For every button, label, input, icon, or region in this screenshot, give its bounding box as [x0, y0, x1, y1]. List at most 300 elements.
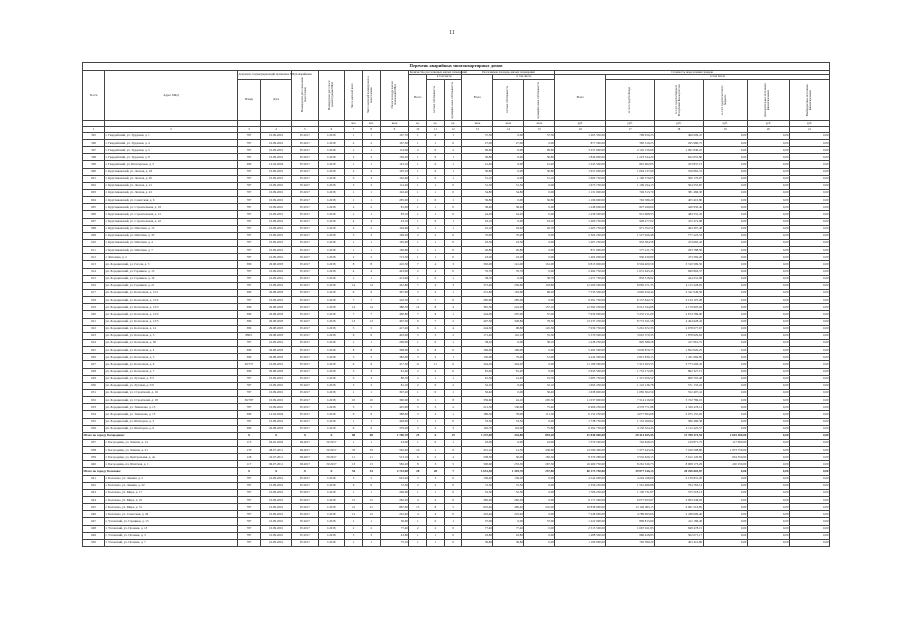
table-cell: IV.2017: [292, 132, 319, 139]
table-cell: IV.2017: [292, 389, 319, 396]
table-cell: X: [292, 432, 319, 439]
address-cell: рп. Бородинский, ул. Колхозная, д. 7: [105, 368, 238, 375]
table-row: [83, 239, 830, 246]
table-cell: 2: [427, 482, 445, 489]
table-cell: 1: [427, 397, 445, 404]
header-rooms-incl: в том числе: [427, 75, 462, 79]
table-cell: 575 518,13: [654, 489, 703, 496]
table-row: [83, 482, 830, 489]
table-cell: 390,90: [380, 397, 409, 404]
address-cell: г. Узловский, ул. Горняков, д. 13: [105, 518, 238, 525]
table-cell: 3: [409, 475, 427, 482]
table-cell: 2: [409, 225, 427, 232]
table-cell: 787: [237, 525, 260, 532]
table-cell: 407,30: [380, 318, 409, 325]
table-cell: 43,10: [380, 218, 409, 225]
table-cell: I.2018: [318, 311, 345, 318]
table-cell: IV.2017: [292, 147, 319, 154]
table-cell: 54: [362, 468, 380, 475]
table-cell: 630: [83, 382, 105, 389]
table-cell: 43,00: [462, 439, 493, 446]
table-cell: 0,00: [747, 268, 789, 275]
table-cell: 0: [444, 232, 462, 239]
table-cell: 0: [427, 275, 445, 282]
table-cell: 0: [444, 254, 462, 261]
table-cell: IV.2017: [292, 304, 319, 311]
subtotal-label: Итого по городу Болохово:: [83, 468, 238, 475]
table-cell: 627: [83, 361, 105, 368]
table-cell: 14,50: [493, 447, 524, 454]
table-cell: 713,50: [380, 254, 409, 261]
table-row: [83, 182, 830, 189]
table-cell: 68: [362, 432, 380, 439]
table-cell: 2: [362, 525, 380, 532]
table-row: [83, 354, 830, 361]
table-cell: 0,00: [789, 439, 829, 446]
table-cell: 194,60: [380, 225, 409, 232]
table-cell: 0,00: [703, 289, 747, 296]
table-cell: 99,60: [524, 147, 555, 154]
table-cell: 610: [83, 239, 105, 246]
unit-cell: руб.: [654, 120, 703, 126]
table-cell: 1: [362, 247, 380, 254]
table-cell: 10.09.2001: [261, 225, 292, 232]
table-cell: IV.2017: [292, 204, 319, 211]
table-cell: 0,00: [493, 132, 524, 139]
table-cell: 141,00: [493, 261, 524, 268]
table-cell: IV.2017: [292, 154, 319, 161]
table-cell: 380: [237, 347, 260, 354]
table-cell: 30,80: [462, 168, 493, 175]
table-cell: 285,90: [462, 297, 493, 304]
table-cell: 2 743,00: [380, 468, 409, 475]
table-cell: 8 261 326,73: [606, 461, 655, 468]
table-cell: 1 404 000,00: [555, 254, 606, 261]
table-cell: 0: [427, 154, 445, 161]
table-cell: 586 480,38: [654, 418, 703, 425]
table-row: [83, 539, 830, 546]
table-cell: 618: [83, 297, 105, 304]
table-cell: 244,30: [462, 325, 493, 332]
table-cell: 10.09.2001: [261, 297, 292, 304]
table-cell: 1 638 000,00: [555, 389, 606, 396]
table-cell: 1 248 000,00: [555, 204, 606, 211]
table-cell: 0,00: [747, 418, 789, 425]
table-cell: 1: [427, 211, 445, 218]
address-cell: рп. Бородинский, ул. Колхозная, д. 14: [105, 325, 238, 332]
table-cell: 1 878 929,65: [654, 332, 703, 339]
table-cell: 34,80: [493, 190, 524, 197]
table-cell: 8: [345, 261, 363, 268]
table-cell: 10.09.2001: [261, 211, 292, 218]
table-cell: 622: [83, 325, 105, 332]
table-cell: 8: [362, 347, 380, 354]
table-cell: 0,00: [703, 347, 747, 354]
table-cell: 642: [83, 482, 105, 489]
table-cell: 0,00: [703, 232, 747, 239]
table-cell: 6: [409, 454, 427, 461]
table-cell: IV.2017: [292, 347, 319, 354]
table-row: [83, 454, 830, 461]
table-cell: 932 584,58: [606, 239, 655, 246]
table-cell: IV.2017: [292, 275, 319, 282]
table-cell: 37,30: [462, 132, 493, 139]
table-cell: I.2018: [318, 375, 345, 382]
table-cell: 44,20: [462, 211, 493, 218]
table-cell: 13: [345, 461, 363, 468]
table-cell: 1: [444, 354, 462, 361]
table-cell: 282,20: [462, 497, 493, 504]
header-area-group: Расселяемая площадь жилых помещений: [462, 71, 555, 75]
header-residents-resettle: Число жителей планируемых к переселению: [367, 76, 374, 114]
table-cell: 13: [362, 318, 380, 325]
table-cell: 339,60: [462, 397, 493, 404]
table-cell: 8: [345, 347, 363, 354]
table-cell: I.2018: [318, 475, 345, 482]
table-cell: 10.09.2001: [261, 154, 292, 161]
table-cell: 41,40: [493, 375, 524, 382]
table-cell: 38,70: [462, 275, 493, 282]
table-cell: 10.09.2001: [261, 389, 292, 396]
table-cell: 5 492 500,00: [555, 347, 606, 354]
table-cell: I.2018: [318, 168, 345, 175]
table-cell: 10.09.2001: [261, 275, 292, 282]
table-cell: 560 170,97: [654, 175, 703, 182]
table-cell: 11: [409, 361, 427, 368]
table-cell: 2: [362, 168, 380, 175]
table-cell: 0,00: [703, 418, 747, 425]
table-cell: 597: [83, 147, 105, 154]
table-cell: 12: [409, 304, 427, 311]
table-cell: 0,00: [493, 339, 524, 346]
table-cell: 0,00: [789, 382, 829, 389]
table-cell: I.2018: [318, 497, 345, 504]
table-cell: 0,00: [789, 425, 829, 432]
table-cell: 1: [444, 197, 462, 204]
table-row: [83, 532, 830, 539]
table-cell: 1 122 136,78: [606, 382, 655, 389]
table-row: [83, 289, 830, 296]
table-cell: 669 793,48: [654, 375, 703, 382]
table-cell: 2: [444, 147, 462, 154]
table-cell: 930 430,80: [606, 254, 655, 261]
table-cell: I.2018: [318, 147, 345, 154]
table-cell: I.2018: [318, 289, 345, 296]
table-cell: 29.08.2003: [261, 261, 292, 268]
table-cell: 0,00: [747, 311, 789, 318]
table-cell: 2: [409, 382, 427, 389]
address-cell: г. Гвардейский, ул. Трудовая, д. 4: [105, 140, 238, 147]
table-cell: 0,00: [703, 275, 747, 282]
table-cell: 2: [362, 140, 380, 147]
table-cell: 577 211,70: [606, 247, 655, 254]
table-cell: 3 237 000,00: [555, 147, 606, 154]
table-cell: 27,00: [493, 140, 524, 147]
table-cell: 2: [362, 225, 380, 232]
table-row: [83, 511, 830, 518]
address-cell: рп. Бородинский, ул. Колхозная, д. 12/2: [105, 297, 238, 304]
table-cell: 502 071,17: [654, 532, 703, 539]
table-cell: 12 392 250,00: [555, 304, 606, 311]
table-cell: 827 049,60: [606, 204, 655, 211]
table-row: [83, 304, 830, 311]
table-cell: 0,00: [524, 497, 555, 504]
table-cell: I.2018: [318, 482, 345, 489]
table-cell: 3: [362, 532, 380, 539]
table-cell: 0,00: [747, 411, 789, 418]
table-cell: 8 212 344,08: [606, 304, 655, 311]
table-cell: 787: [237, 511, 260, 518]
table-cell: 21: [362, 504, 380, 511]
table-cell: 78,50: [524, 318, 555, 325]
table-cell: 107,70: [380, 132, 409, 139]
table-cell: 1: [345, 389, 363, 396]
table-cell: 500,60: [462, 461, 493, 468]
table-cell: 7: [409, 297, 427, 304]
table-cell: 494 397,48: [654, 225, 703, 232]
table-cell: 0,00: [789, 182, 829, 189]
table-cell: 36,80: [524, 197, 555, 204]
table-cell: 9: [345, 411, 363, 418]
table-cell: 10: [409, 447, 427, 454]
table-cell: IV.2017: [292, 332, 319, 339]
table-cell: IV.2017: [292, 254, 319, 261]
table-cell: 1: [427, 539, 445, 546]
subtotal-row: [83, 468, 830, 475]
table-cell: 4: [362, 218, 380, 225]
table-cell: 14 599 300,00: [555, 447, 606, 454]
header-fund: за счет средств Фонда: [627, 86, 631, 114]
table-cell: 1: [409, 418, 427, 425]
table-cell: 621: [83, 318, 105, 325]
table-cell: 4: [362, 268, 380, 275]
table-cell: 1: [362, 275, 380, 282]
table-cell: 1 100 579,03: [606, 175, 655, 182]
table-cell: 15: [345, 497, 363, 504]
table-cell: 55,30: [524, 332, 555, 339]
table-cell: 0,00: [747, 475, 789, 482]
table-cell: 436,60: [524, 447, 555, 454]
table-cell: 1: [345, 339, 363, 346]
header-num: № п/п: [83, 71, 105, 121]
table-cell: 1: [409, 539, 427, 546]
table-cell: 0,00: [747, 347, 789, 354]
table-cell: 6: [345, 332, 363, 339]
table-cell: 19,70: [524, 375, 555, 382]
unit-cell: ед.: [409, 120, 427, 126]
table-cell: 11 037 000,00: [555, 397, 606, 404]
table-cell: 0,00: [747, 147, 789, 154]
table-body: [83, 132, 830, 546]
table-cell: 0,00: [747, 204, 789, 211]
table-cell: 1 196 000,00: [555, 539, 606, 546]
table-cell: 4: [444, 304, 462, 311]
table-cell: 0,00: [524, 297, 555, 304]
unit-cell: кв.м: [493, 120, 524, 126]
table-cell: 192,70: [462, 425, 493, 432]
table-cell: 472 472,98: [654, 218, 703, 225]
table-cell: 43,00: [380, 439, 409, 446]
table-cell: 10.09.2001: [261, 282, 292, 289]
table-cell: I.2018: [318, 489, 345, 496]
table-cell: 0,00: [747, 489, 789, 496]
table-cell: 556 862,31: [654, 168, 703, 175]
table-cell: 787: [237, 518, 260, 525]
table-cell: 2 112 425,57: [654, 425, 703, 432]
table-cell: 169,00: [493, 347, 524, 354]
table-cell: 0,00: [789, 289, 829, 296]
table-cell: 5: [409, 425, 427, 432]
table-cell: 628: [83, 368, 105, 375]
table-cell: 7 930 000,00: [555, 311, 606, 318]
table-cell: 1: [409, 339, 427, 346]
table-cell: 0,00: [524, 532, 555, 539]
table-cell: 413,90: [380, 275, 409, 282]
table-cell: 10.09.2001: [261, 339, 292, 346]
table-cell: 78,00: [493, 411, 524, 418]
address-cell: рп. Бородинский, ул. Горняков, д. 21: [105, 282, 238, 289]
table-cell: 1 223 344,20: [606, 154, 655, 161]
table-cell: IV.2017: [292, 397, 319, 404]
table-row: [83, 325, 830, 332]
table-cell: 742 628,23: [606, 439, 655, 446]
table-cell: 8 772 321,58: [606, 318, 655, 325]
table-cell: 1: [409, 389, 427, 396]
address-cell: г. Кругликовский, ул. Лесная, д. 18: [105, 168, 238, 175]
header-rooms-total: Всего: [409, 75, 427, 120]
table-cell: 0,00: [703, 468, 747, 475]
table-cell: 51,10: [462, 175, 493, 182]
table-cell: IV.2017: [292, 361, 319, 368]
table-cell: 400,40: [493, 504, 524, 511]
table-cell: 99,60: [462, 147, 493, 154]
table-cell: 52,10: [462, 382, 493, 389]
table-cell: 2 356 250,00: [555, 482, 606, 489]
table-cell: 1 561 486,88: [606, 482, 655, 489]
table-row: [83, 175, 830, 182]
table-row: [83, 318, 830, 325]
table-cell: 15: [362, 497, 380, 504]
table-cell: 6 077 953,07: [606, 497, 655, 504]
table-cell: 0,00: [747, 168, 789, 175]
table-cell: 222,40: [380, 511, 409, 518]
table-cell: IV.2017: [292, 525, 319, 532]
table-cell: 4 077 094,08: [606, 411, 655, 418]
address-cell: рп. Бородинский, ул. Колхозная, д. 12/5: [105, 318, 238, 325]
table-cell: IV.2017: [292, 168, 319, 175]
header-cost-incl: в том числе: [606, 75, 830, 79]
table-cell: 81,40: [493, 368, 524, 375]
table-cell: 43,30: [462, 239, 493, 246]
table-cell: 2: [409, 232, 427, 239]
table-cell: 36,80: [493, 539, 524, 546]
table-cell: 3 093 546,93: [654, 497, 703, 504]
table-cell: 20 296 603,87: [654, 468, 703, 475]
table-cell: 0,00: [747, 282, 789, 289]
table-cell: 0,00: [493, 382, 524, 389]
table-cell: 606: [83, 211, 105, 218]
table-cell: 0,00: [524, 482, 555, 489]
table-cell: 787: [237, 232, 260, 239]
table-cell: I.2018: [318, 382, 345, 389]
table-cell: 1: [409, 211, 427, 218]
table-cell: IV.2017: [292, 190, 319, 197]
address-cell: г. Узловский, ул. Полевая, д. 13: [105, 525, 238, 532]
table-cell: 0,00: [789, 225, 829, 232]
table-cell: 2: [427, 268, 445, 275]
table-cell: 0,00: [703, 354, 747, 361]
table-cell: 206,00: [380, 339, 409, 346]
table-cell: 787: [237, 489, 260, 496]
table-cell: 0,00: [789, 239, 829, 246]
table-cell: 12.04.2004: [261, 411, 292, 418]
table-cell: 0,00: [747, 404, 789, 411]
table-cell: 106,80: [380, 247, 409, 254]
table-cell: 10.09.2001: [261, 190, 292, 197]
table-row: [83, 275, 830, 282]
table-cell: 0,00: [747, 339, 789, 346]
table-cell: 4 150 324,43: [606, 425, 655, 432]
table-cell: IV.2017: [292, 425, 319, 432]
table-cell: 0,00: [493, 168, 524, 175]
table-cell: 0,00: [747, 432, 789, 439]
table-cell: 1: [362, 518, 380, 525]
table-cell: 10.09.2001: [261, 539, 292, 546]
table-row: [83, 168, 830, 175]
table-row: [83, 261, 830, 268]
table-cell: I.2018: [318, 140, 345, 147]
address-cell: рп. Бородинский, ул. Колхозная, д. 12/1: [105, 289, 238, 296]
table-cell: 634: [83, 411, 105, 418]
table-cell: IV.2017: [292, 268, 319, 275]
table-cell: 9: [345, 425, 363, 432]
table-cell: 38,40: [493, 204, 524, 211]
table-cell: 13: [362, 461, 380, 468]
table-cell: 2: [409, 482, 427, 489]
table-cell: 0,00: [789, 161, 829, 168]
table-cell: 0,00: [493, 518, 524, 525]
table-cell: 29.08.2003: [261, 311, 292, 318]
address-cell: рп. Бородинский, ул. Колхозная, д. 6: [105, 361, 238, 368]
table-cell: 787: [237, 182, 260, 189]
table-cell: 2: [409, 147, 427, 154]
header-regional: за счет средств бюджета Республики Башкортостан: [674, 84, 681, 116]
table-cell: 2: [427, 411, 445, 418]
table-cell: I.2018: [318, 204, 345, 211]
table-cell: 0: [427, 175, 445, 182]
table-cell: 10.09.2001: [261, 397, 292, 404]
table-cell: 5: [345, 475, 363, 482]
table-cell: 0,00: [789, 411, 829, 418]
table-cell: 398,60: [380, 347, 409, 354]
table-cell: 10.09.2001: [261, 382, 292, 389]
table-cell: 72,50: [380, 482, 409, 489]
table-cell: 2: [345, 525, 363, 532]
table-cell: 1 265 350,00: [555, 132, 606, 139]
table-cell: 0: [444, 489, 462, 496]
header-extra-cell: [789, 79, 829, 120]
unit-cell: ед.: [427, 120, 445, 126]
table-cell: IV.2017: [292, 368, 319, 375]
table-cell: 244,00: [462, 311, 493, 318]
table-cell: 10.09.2001: [261, 239, 292, 246]
table-cell: 0,00: [703, 147, 747, 154]
table-cell: 107,30: [380, 140, 409, 147]
table-cell: 380: [237, 411, 260, 418]
subtotal-label: Итого по городу Богородицк:: [83, 432, 238, 439]
table-row: [83, 204, 830, 211]
table-cell: 417 661,72: [654, 339, 703, 346]
